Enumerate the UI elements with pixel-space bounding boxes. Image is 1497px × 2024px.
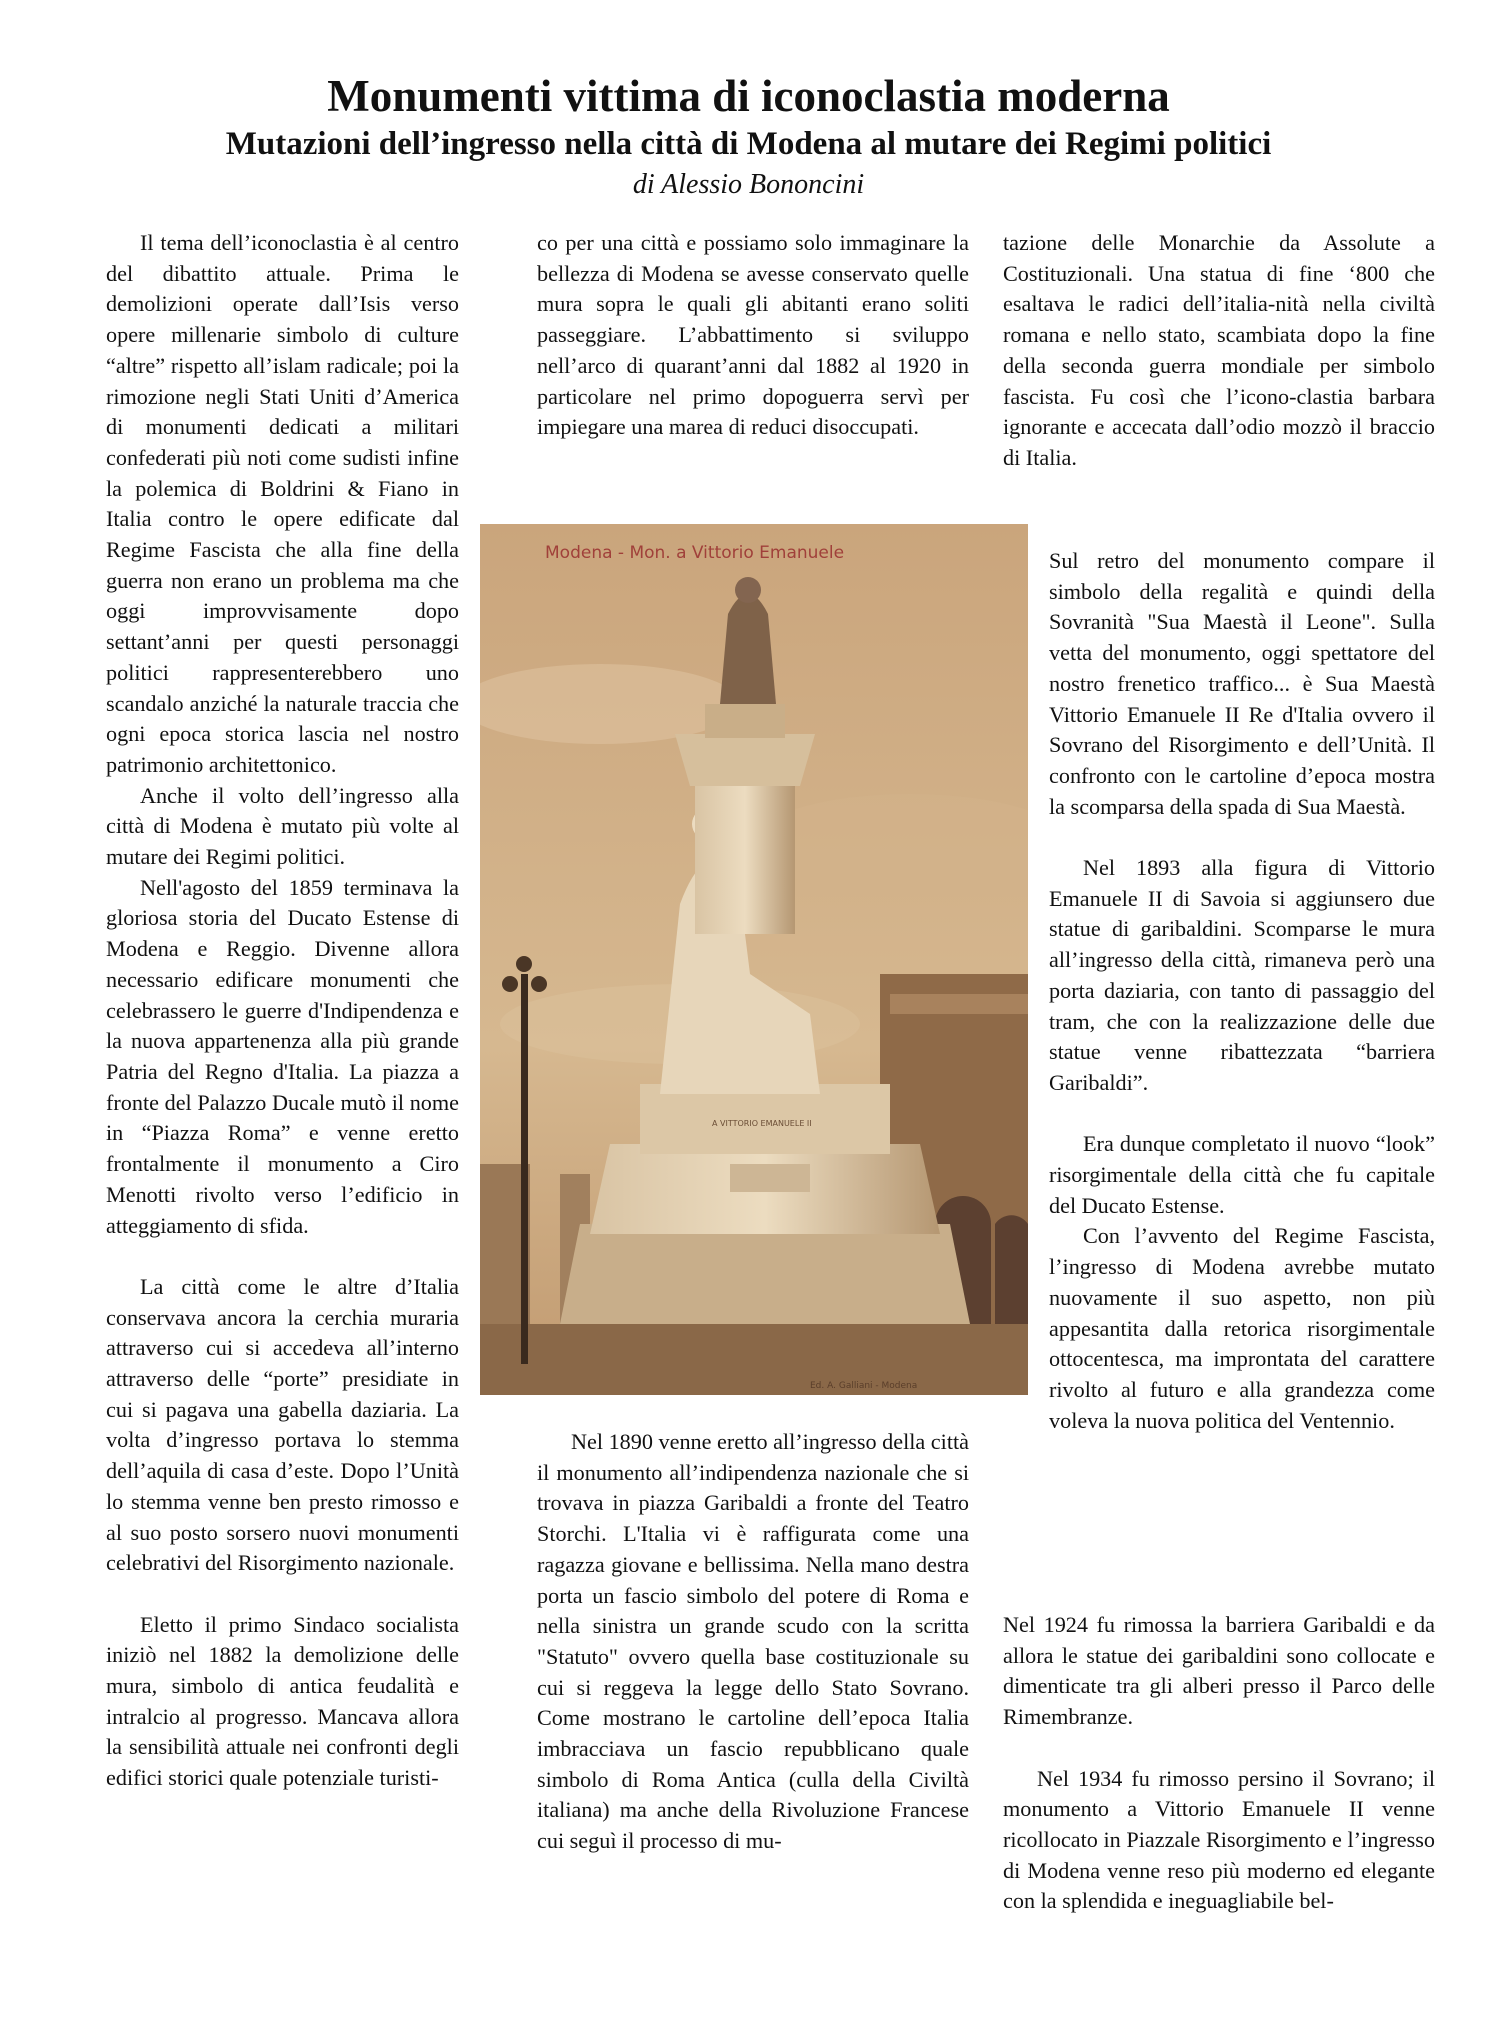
column-1 [106, 228, 459, 1794]
paragraph: Nell'agosto del 1859 terminava la gloriosa storia del Ducato Estense di Modena e Reggio. Divenne allora necessario edificare monumenti che celebrassero le guerre d'Indipendenza e la nuova appartenenza alla più grande Patria del Regno d'Italia. La piazza a fronte del Palazzo Ducale mutò il nome in “Piazza Roma” e venne eretto frontalmente il monumento a Ciro Menotti rivolto verso l’edificio in atteggiamento di sfida. [106, 874, 459, 1238]
paragraph: Era dunque completato il nuovo “look” risorgimentale della città che fu capitale del Ducato Estense. [1049, 1131, 1435, 1218]
column-3-main [1049, 546, 1435, 1436]
paragraph: Sul retro del monumento compare il simbolo della regalità e quindi della Sovranità "Sua Maestà il Leone". Sulla vetta del monumento, oggi spettatore del nostro frenetico traffico... è Sua Maestà Vittorio Emanuele II Re d'Italia ovvero il Sovrano del Risorgimento e dell’Unità. Il confronto con le cartoline d’epoca mostra la scomparsa della spada di Sua Maestà. [1049, 548, 1435, 819]
paragraph: Nel 1934 fu rimosso persino il Sovrano; il monumento a Vittorio Emanuele II venne ricollocato in Piazzale Risorgimento e l’ingresso di Modena venne reso più moderno ed elegante con la splendida e ineguagliabile bel- [1003, 1765, 1435, 1914]
paragraph: Anche il volto dell’ingresso alla città di Modena è mutato più volte al mutare dei Regimi politici. [106, 782, 459, 870]
paragraph: Nel 1893 alla figura di Vittorio Emanuele II di Savoia si aggiunsero due statue di garibaldini. Scomparse le mura all’ingresso della città, rimaneva però una porta daziaria, con tanto di passaggio del tram, che con la realizzazione delle due statue venne ribattezzata “barriera Garibaldi”. [1049, 855, 1435, 1095]
paragraph: tazione delle Monarchie da Assolute a Costituzionali. Una statua di fine ‘800 che esaltava le radici dell’italia-nità nella civiltà romana e nello stato, scambiata dopo la fine della seconda guerra mondiale per simbolo fascista. Fu così che l’icono-clastia barbara ignorante e accecata dall’odio mozzò il braccio di Italia. [1003, 230, 1435, 470]
pedestal-inscription: A VITTORIO EMANUELE II [712, 1119, 812, 1128]
paragraph: Con l’avvento del Regime Fascista, l’ingresso di Modena avrebbe mutato nuovamente il suo aspetto, non più appesantita dalla retorica risorgimentale ottocentesca, ma improntata del carattere rivolto al futuro e alla grandezza come voleva la nuova politica del Ventennio. [1049, 1223, 1435, 1433]
column-2-bottom [537, 1427, 969, 1857]
postcard-publisher: Ed. A. Galliani - Modena [810, 1381, 918, 1391]
postcard-photo [480, 524, 1028, 1395]
column-2-top [537, 228, 969, 443]
article-title: Monumenti vittima di iconoclastia moderna [327, 71, 1170, 121]
postcard-caption: Modena - Mon. a Vittorio Emanuele [545, 543, 845, 563]
monument-illustration [480, 524, 1028, 1395]
column-3-top [1003, 228, 1435, 474]
paragraph: Eletto il primo Sindaco socialista iniziò nel 1882 la demolizione delle mura, simbolo di antica feudalità e intralcio al progresso. Mancava allora la sensibilità attuale nei confronti degli edifici storici quale potenziale turisti- [106, 1611, 459, 1791]
paragraph: Nel 1890 venne eretto all’ingresso della città il monumento all’indipendenza nazionale che si trovava in piazza Garibaldi a fronte del Teatro Storchi. L'Italia vi è raffigurata come una ragazza giovane e bellissima. Nella mano destra porta un fascio simbolo del potere di Roma e nella sinistra un grande scudo con la scritta "Statuto" ovvero quella base costituzionale su cui si reggeva la legge dello Stato Sovrano. Come mostrano le cartoline dell’epoca Italia imbracciava un fascio repubblicano quale simbolo di Roma Antica (culla della Civiltà italiana) ma anche della Rivoluzione Francese cui seguì il processo di mu- [537, 1429, 969, 1854]
paragraph: Il tema dell’iconoclastia è al centro del dibattito attuale. Prima le demolizioni operate dall’Isis verso opere millenarie simbolo di culture “altre” rispetto all’islam radicale; poi la rimozione negli Stati Uniti d’America di monumenti dedicati a militari confederati più noti come sudisti infine la polemica di Boldrini & Fiano in Italia contro le opere edificate dal Regime Fascista che alla fine della guerra non erano un problema ma che oggi improvvisamente dopo settant’anni per questi personaggi politici rappresenterebbero uno scandalo anziché la naturale traccia che ogni epoca storica lascia nel nostro patrimonio architettonico. [106, 230, 459, 777]
column-3-bottom [1003, 1610, 1435, 1917]
paragraph: Nel 1924 fu rimossa la barriera Garibaldi e da allora le statue dei garibaldini sono collocate e dimenticate tra gli alberi presso il Parco delle Rimembranze. [1003, 1612, 1435, 1730]
article-subtitle: Mutazioni dell’ingresso nella città di Modena al mutare dei Regimi politici [225, 126, 1272, 162]
paragraph: co per una città e possiamo solo immaginare la bellezza di Modena se avesse conservato quelle mura sopra le quali gli abitanti erano soliti passeggiare. L’abbattimento si sviluppo nell’arco di quarant’anni dal 1882 al 1920 in particolare nel primo dopoguerra servì per impiegare una marea di reduci disoccupati. [537, 230, 969, 440]
paragraph: La città come le altre d’Italia conservava ancora la cerchia muraria attraverso cui si accedeva all’interno attraverso delle “porte” presidiate in cui si pagava una gabella daziaria. La volta d’ingresso portava lo stemma dell’aquila di casa d’este. Dopo l’Unità lo stemma venne ben presto rimosso e al suo posto sorsero nuovi monumenti celebrativi del Risorgimento nazionale. [106, 1273, 459, 1576]
article-author: di Alessio Bononcini [632, 169, 865, 200]
